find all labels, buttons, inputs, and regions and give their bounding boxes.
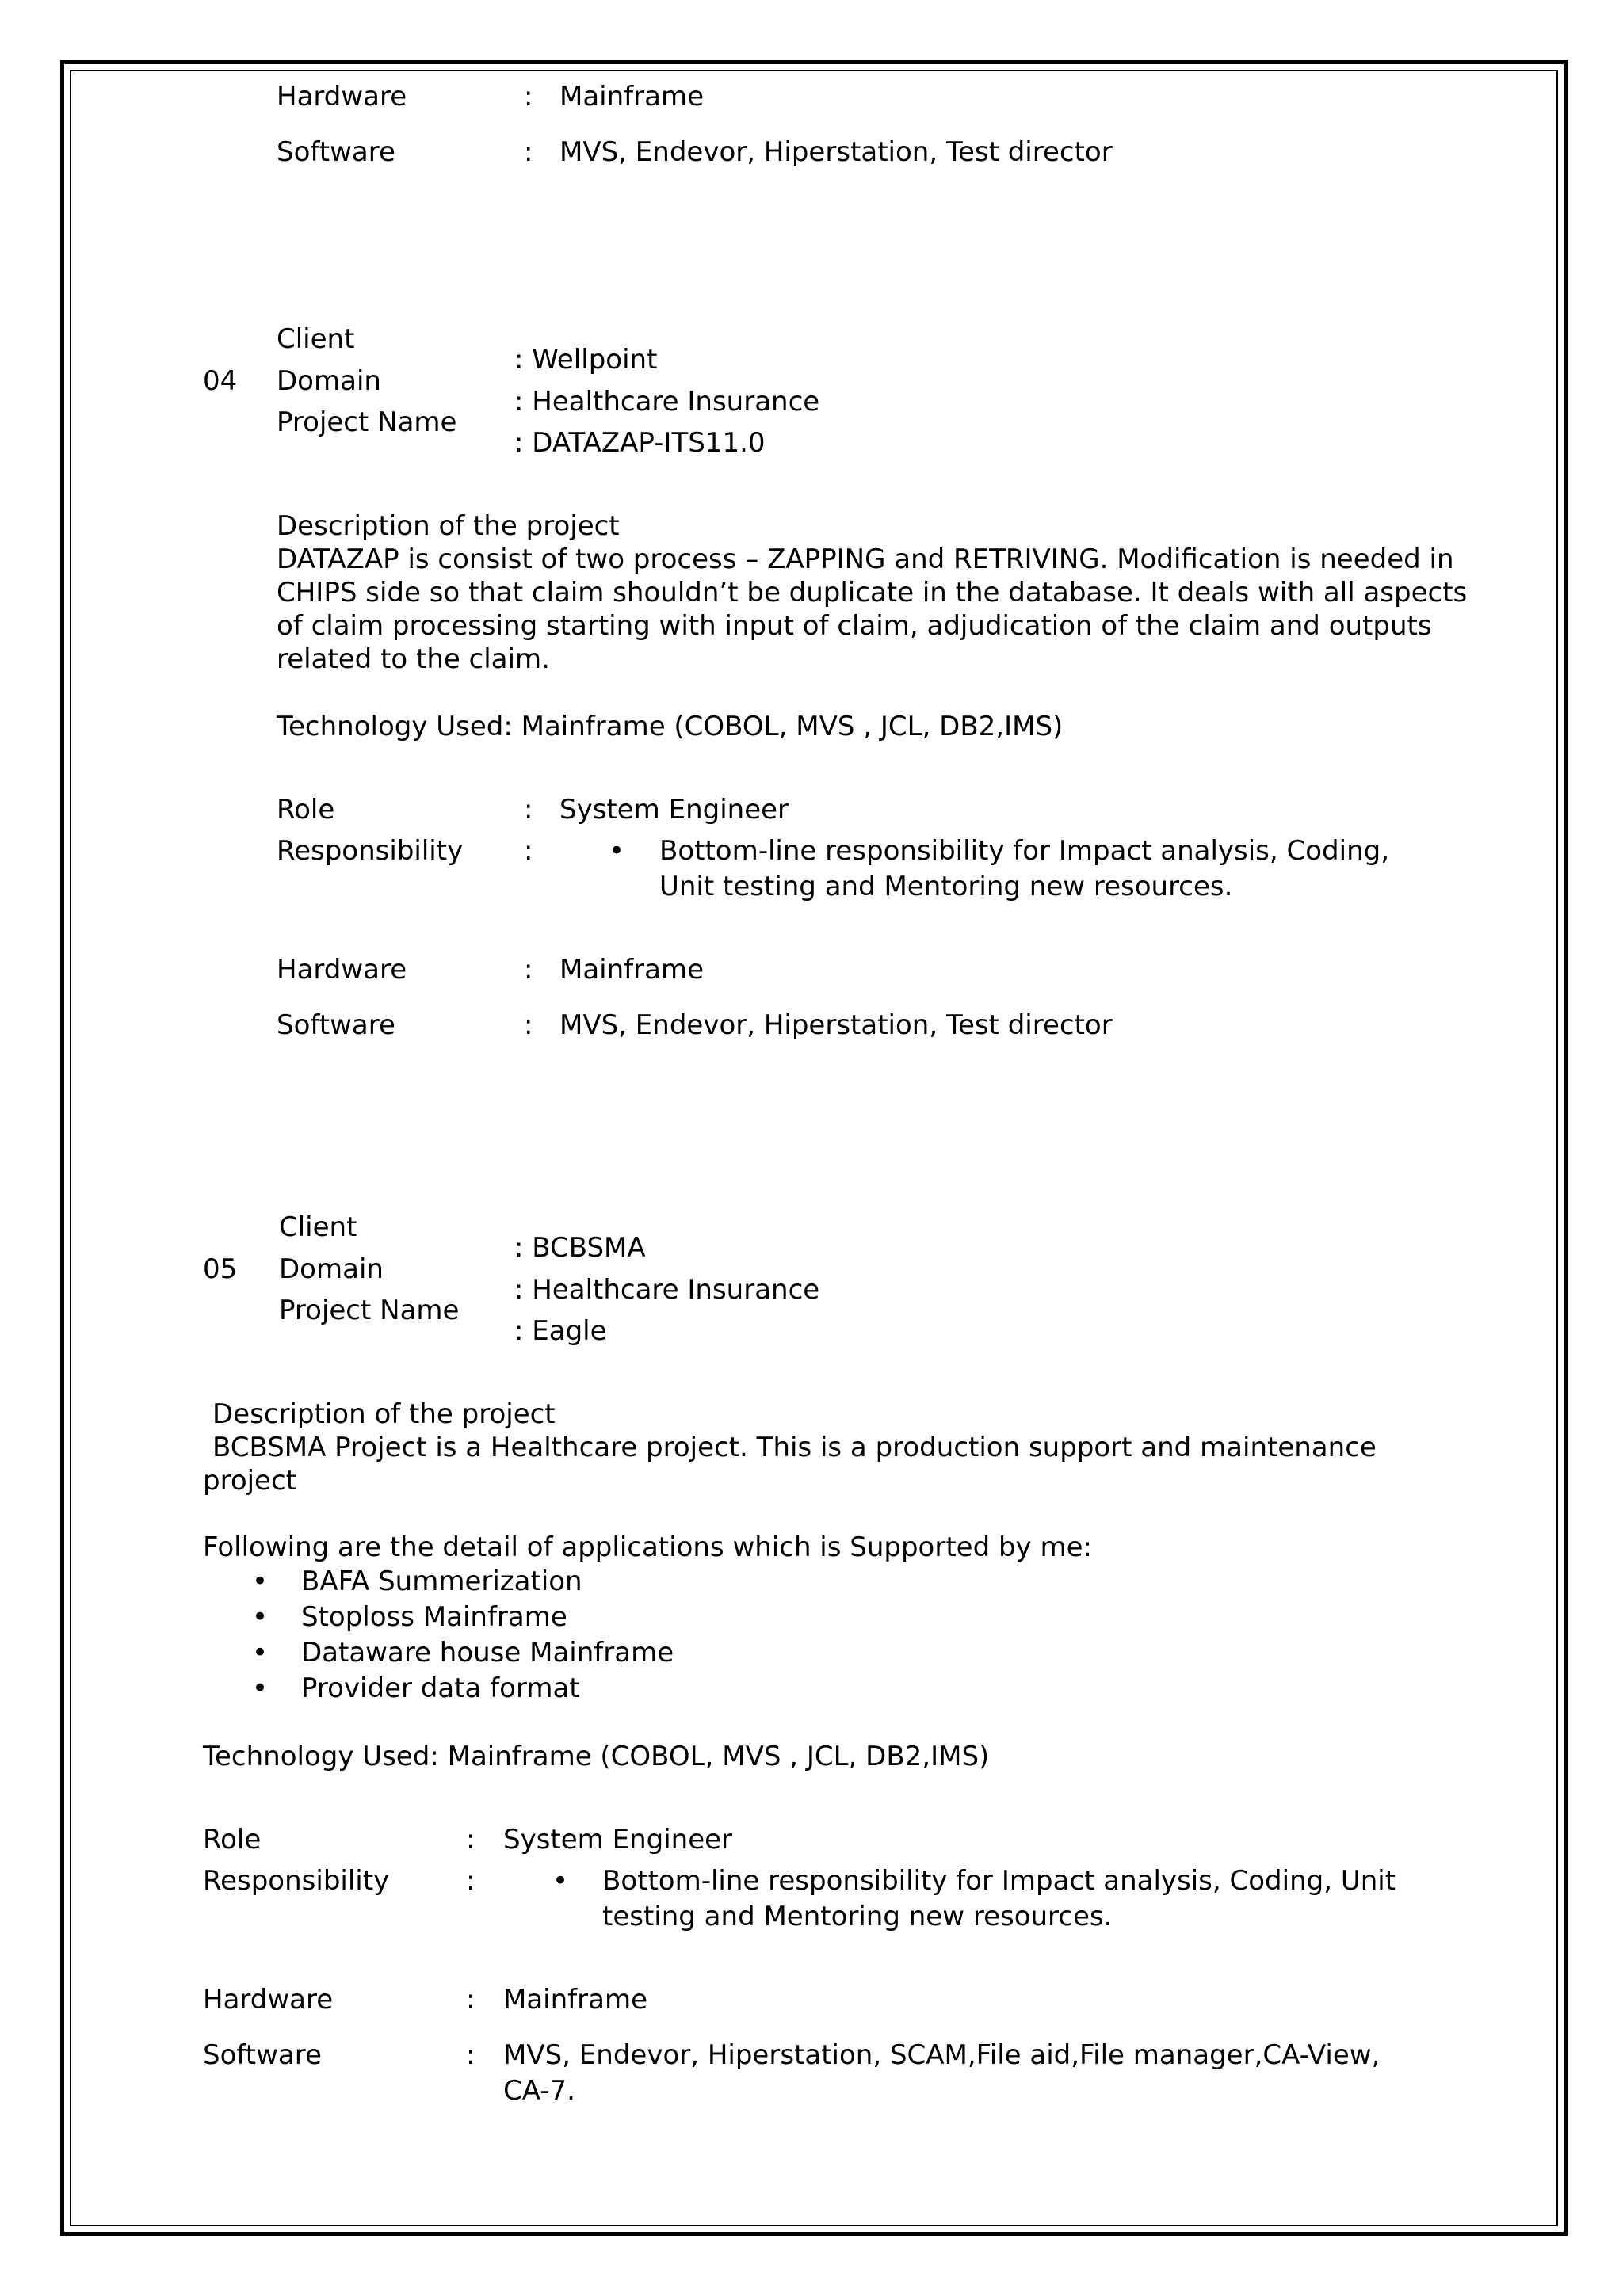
role-label: Role — [277, 794, 335, 826]
domain-label: Domain — [277, 365, 381, 397]
separator: : — [466, 1984, 475, 2016]
application-item: Dataware house Mainframe — [301, 1637, 674, 1669]
description-text: DATAZAP is consist of two process – ZAPPING and RETRIVING. Modification is needed in CHIPS side so that claim shouldn’t be duplicate in the database. It deals with all aspects of claim processing starting with input of claim, adjudication of the claim and outputs related to the claim. — [277, 543, 1468, 675]
role-value: System Engineer — [503, 1824, 733, 1855]
role-value: System Engineer — [559, 794, 789, 826]
application-item: Stoploss Mainframe — [301, 1601, 567, 1633]
separator: : — [466, 2039, 475, 2071]
role-label: Role — [203, 1824, 262, 1855]
description-heading: Description of the project — [212, 1398, 556, 1430]
client-value: : BCBSMA — [514, 1232, 646, 1264]
client-label: Client — [277, 323, 355, 355]
bullet-icon: • — [252, 1637, 269, 1669]
bullet-icon: • — [252, 1672, 269, 1704]
software-label: Software — [277, 1009, 395, 1041]
separator: : — [524, 81, 533, 113]
hardware-label: Hardware — [277, 81, 407, 113]
hardware-value: Mainframe — [559, 81, 704, 113]
description-heading: Description of the project — [277, 510, 620, 542]
responsibility-label: Responsibility — [277, 835, 464, 867]
separator: : — [524, 1009, 533, 1041]
separator: : — [524, 954, 533, 986]
responsibility-label: Responsibility — [203, 1865, 390, 1897]
separator: : — [466, 1865, 475, 1897]
responsibility-line: testing and Mentoring new resources. — [602, 1901, 1113, 1932]
responsibility-line: Bottom-line responsibility for Impact analysis, Coding, — [659, 835, 1390, 867]
bullet-icon: • — [252, 1566, 269, 1597]
hardware-value: Mainframe — [503, 1984, 647, 2016]
software-label: Software — [203, 2039, 322, 2071]
domain-value: : Healthcare Insurance — [514, 1274, 820, 1306]
project-number: 04 — [203, 365, 238, 397]
application-item: Provider data format — [301, 1672, 580, 1704]
separator: : — [466, 1824, 475, 1855]
project-name-label: Project Name — [277, 406, 457, 438]
technology-used: Technology Used: Mainframe (COBOL, MVS , JCL, DB2,IMS) — [203, 1741, 990, 1772]
client-value: : Wellpoint — [514, 344, 658, 376]
software-value: CA-7. — [503, 2075, 575, 2107]
responsibility-line: Unit testing and Mentoring new resources. — [659, 871, 1233, 902]
applications-intro: Following are the detail of applications which is Supported by me: — [203, 1531, 1092, 1563]
project-number: 05 — [203, 1253, 238, 1285]
application-item: BAFA Summerization — [301, 1566, 582, 1597]
software-value: MVS, Endevor, Hiperstation, SCAM,File aid,File manager,CA-View, — [503, 2039, 1381, 2071]
project-name-value: : Eagle — [514, 1315, 607, 1347]
domain-value: : Healthcare Insurance — [514, 386, 820, 418]
project-name-label: Project Name — [279, 1295, 460, 1326]
technology-used: Technology Used: Mainframe (COBOL, MVS , JCL, DB2,IMS) — [277, 711, 1064, 742]
domain-label: Domain — [279, 1253, 384, 1285]
software-label: Software — [277, 136, 395, 168]
description-text: project — [203, 1465, 297, 1497]
project-name-value: : DATAZAP-ITS11.0 — [514, 427, 766, 459]
hardware-value: Mainframe — [559, 954, 704, 986]
bullet-icon: • — [609, 835, 625, 867]
separator: : — [524, 136, 533, 168]
bullet-icon: • — [552, 1865, 569, 1897]
responsibility-line: Bottom-line responsibility for Impact analysis, Coding, Unit — [602, 1865, 1396, 1897]
separator: : — [524, 794, 533, 826]
description-text: BCBSMA Project is a Healthcare project. This is a production support and maintenance — [212, 1432, 1377, 1463]
software-value: MVS, Endevor, Hiperstation, Test director — [559, 1009, 1113, 1041]
software-value: MVS, Endevor, Hiperstation, Test director — [559, 136, 1113, 168]
hardware-label: Hardware — [203, 1984, 334, 2016]
bullet-icon: • — [252, 1601, 269, 1633]
client-label: Client — [279, 1211, 357, 1243]
hardware-label: Hardware — [277, 954, 407, 986]
separator: : — [524, 835, 533, 867]
